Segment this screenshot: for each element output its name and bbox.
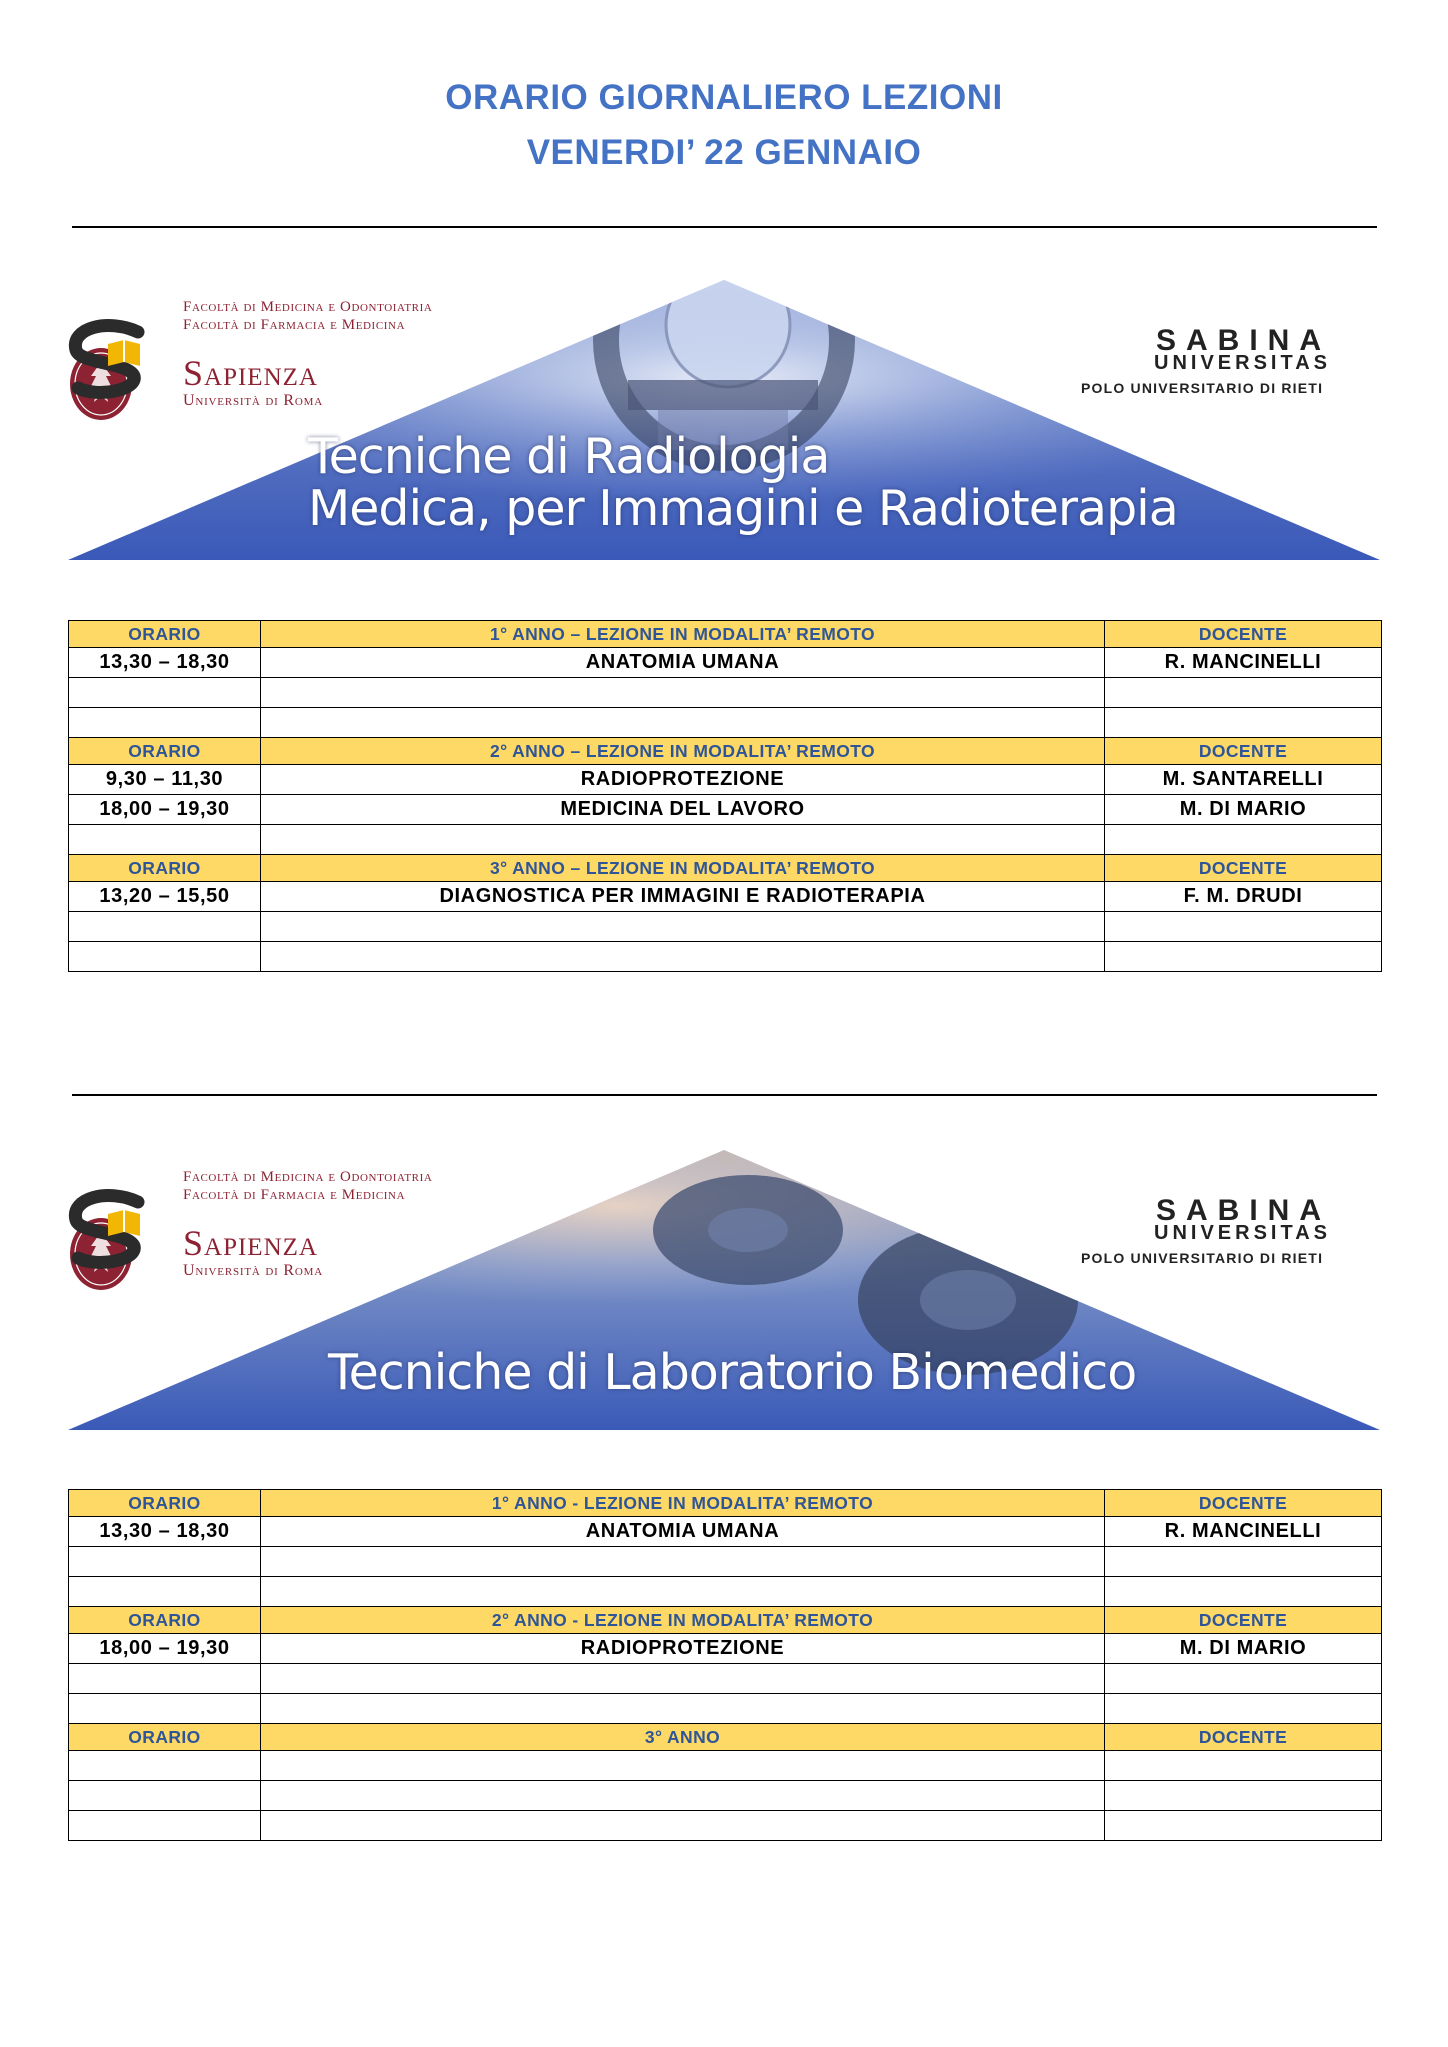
header-cell: 2° ANNO – LEZIONE IN MODALITA’ REMOTO: [261, 738, 1105, 765]
subject-cell: [261, 1694, 1105, 1724]
teacher-cell: [1105, 678, 1382, 708]
time-cell: [69, 1577, 261, 1607]
subject-cell: [261, 942, 1105, 972]
divider: [72, 226, 1377, 228]
teacher-cell: [1105, 942, 1382, 972]
faculty-line-2: Facoltà di Farmacia e Medicina: [183, 1187, 406, 1203]
header-cell: DOCENTE: [1105, 1724, 1382, 1751]
sabina-universitas: UNIVERSITAS: [1154, 1222, 1331, 1244]
header-cell: DOCENTE: [1105, 855, 1382, 882]
course-banner-laboratorio: [68, 1150, 1380, 1430]
sabina-polo: POLO UNIVERSITARIO DI RIETI: [1081, 1250, 1324, 1266]
subject-cell: ANATOMIA UMANA: [261, 1517, 1105, 1547]
teacher-cell: M. DI MARIO: [1105, 1634, 1382, 1664]
course-title-line-1: Tecniche di Radiologia: [308, 428, 830, 485]
subject-cell: [261, 1547, 1105, 1577]
course-banner-radiologia: [68, 280, 1380, 560]
table-header-row: [69, 621, 1382, 648]
header-cell: 3° ANNO – LEZIONE IN MODALITA’ REMOTO: [261, 855, 1105, 882]
subject-cell: [261, 825, 1105, 855]
time-cell: [69, 942, 261, 972]
sapienza-subtitle: Università di Roma: [183, 1262, 323, 1279]
sapienza-wordmark: Sapienza: [183, 1223, 318, 1263]
table-row: [69, 765, 1382, 795]
teacher-cell: [1105, 825, 1382, 855]
table-header-row: [69, 738, 1382, 765]
teacher-cell: F. M. DRUDI: [1105, 882, 1382, 912]
teacher-cell: [1105, 1811, 1382, 1841]
time-cell: 13,20 – 15,50: [69, 882, 261, 912]
teacher-cell: [1105, 1751, 1382, 1781]
header-cell: DOCENTE: [1105, 1607, 1382, 1634]
sapienza-subtitle: Università di Roma: [183, 392, 323, 409]
header-cell: ORARIO: [69, 1724, 261, 1751]
subject-cell: [261, 708, 1105, 738]
table-header-row: [69, 1724, 1382, 1751]
time-cell: [69, 825, 261, 855]
faculty-line-1: Facoltà di Medicina e Odontoiatria: [183, 299, 433, 315]
teacher-cell: [1105, 1664, 1382, 1694]
subject-cell: ANATOMIA UMANA: [261, 648, 1105, 678]
subject-cell: [261, 1811, 1105, 1841]
header-cell: 2° ANNO - LEZIONE IN MODALITA’ REMOTO: [261, 1607, 1105, 1634]
table-header-row: [69, 1607, 1382, 1634]
table-row: [69, 942, 1382, 972]
table-row: [69, 912, 1382, 942]
time-cell: [69, 1664, 261, 1694]
course-title-line-2: Medica, per Immagini e Radioterapia: [308, 480, 1178, 537]
time-cell: [69, 678, 261, 708]
teacher-cell: [1105, 1781, 1382, 1811]
table-row: [69, 882, 1382, 912]
faculty-line-1: Facoltà di Medicina e Odontoiatria: [183, 1169, 433, 1185]
page-title: ORARIO GIORNALIERO LEZIONI: [445, 78, 1003, 117]
time-cell: [69, 1811, 261, 1841]
time-cell: [69, 708, 261, 738]
header-cell: 1° ANNO - LEZIONE IN MODALITA’ REMOTO: [261, 1490, 1105, 1517]
table-row: [69, 1694, 1382, 1724]
header-cell: 1° ANNO – LEZIONE IN MODALITA’ REMOTO: [261, 621, 1105, 648]
header-cell: DOCENTE: [1105, 738, 1382, 765]
table-row: [69, 708, 1382, 738]
teacher-cell: R. MANCINELLI: [1105, 648, 1382, 678]
time-cell: [69, 1547, 261, 1577]
table-row: [69, 825, 1382, 855]
header-cell: ORARIO: [69, 1490, 261, 1517]
faculty-line-2: Facoltà di Farmacia e Medicina: [183, 317, 406, 333]
subject-cell: [261, 912, 1105, 942]
subject-cell: [261, 678, 1105, 708]
time-cell: 13,30 – 18,30: [69, 1517, 261, 1547]
sabina-polo: POLO UNIVERSITARIO DI RIETI: [1081, 380, 1324, 396]
header-cell: DOCENTE: [1105, 1490, 1382, 1517]
sabina-logo-icon: [68, 1184, 368, 1274]
sapienza-wordmark: Sapienza: [183, 353, 318, 393]
header-cell: ORARIO: [69, 1607, 261, 1634]
subject-cell: RADIOPROTEZIONE: [261, 765, 1105, 795]
table-row: [69, 1547, 1382, 1577]
sabina-name: SABINA: [1156, 1194, 1332, 1227]
table-row: [69, 1781, 1382, 1811]
teacher-cell: [1105, 1694, 1382, 1724]
header-cell: ORARIO: [69, 621, 261, 648]
table-header-row: [69, 855, 1382, 882]
subject-cell: [261, 1664, 1105, 1694]
table-row: [69, 1664, 1382, 1694]
table-row: [69, 678, 1382, 708]
time-cell: 18,00 – 19,30: [69, 1634, 261, 1664]
subject-cell: [261, 1751, 1105, 1781]
subject-cell: DIAGNOSTICA PER IMMAGINI E RADIOTERAPIA: [261, 882, 1105, 912]
teacher-cell: M. DI MARIO: [1105, 795, 1382, 825]
header-cell: DOCENTE: [1105, 621, 1382, 648]
table-header-row: [69, 1490, 1382, 1517]
subject-cell: [261, 1577, 1105, 1607]
sabina-universitas: UNIVERSITAS: [1154, 352, 1331, 374]
subject-cell: [261, 1781, 1105, 1811]
table-row: [69, 795, 1382, 825]
schedule-table-laboratorio: [68, 1489, 1382, 1841]
table-row: [69, 648, 1382, 678]
teacher-cell: M. SANTARELLI: [1105, 765, 1382, 795]
time-cell: 13,30 – 18,30: [69, 648, 261, 678]
time-cell: [69, 1694, 261, 1724]
teacher-cell: [1105, 1547, 1382, 1577]
header-cell: ORARIO: [69, 738, 261, 765]
time-cell: [69, 912, 261, 942]
sabina-logo-icon: [68, 314, 368, 404]
sabina-name: SABINA: [1156, 324, 1332, 357]
header-cell: ORARIO: [69, 855, 261, 882]
table-row: [69, 1577, 1382, 1607]
subject-cell: MEDICINA DEL LAVORO: [261, 795, 1105, 825]
divider: [72, 1094, 1377, 1096]
schedule-table-radiologia: [68, 620, 1382, 972]
table-row: [69, 1811, 1382, 1841]
teacher-cell: [1105, 708, 1382, 738]
course-title-line-1: Tecniche di Laboratorio Biomedico: [328, 1344, 1137, 1401]
page-date: VENERDI’ 22 GENNAIO: [526, 133, 922, 172]
time-cell: 9,30 – 11,30: [69, 765, 261, 795]
teacher-cell: R. MANCINELLI: [1105, 1517, 1382, 1547]
teacher-cell: [1105, 912, 1382, 942]
header-cell: 3° ANNO: [261, 1724, 1105, 1751]
table-row: [69, 1517, 1382, 1547]
time-cell: [69, 1751, 261, 1781]
table-row: [69, 1634, 1382, 1664]
table-row: [69, 1751, 1382, 1781]
subject-cell: RADIOPROTEZIONE: [261, 1634, 1105, 1664]
teacher-cell: [1105, 1577, 1382, 1607]
time-cell: [69, 1781, 261, 1811]
time-cell: 18,00 – 19,30: [69, 795, 261, 825]
